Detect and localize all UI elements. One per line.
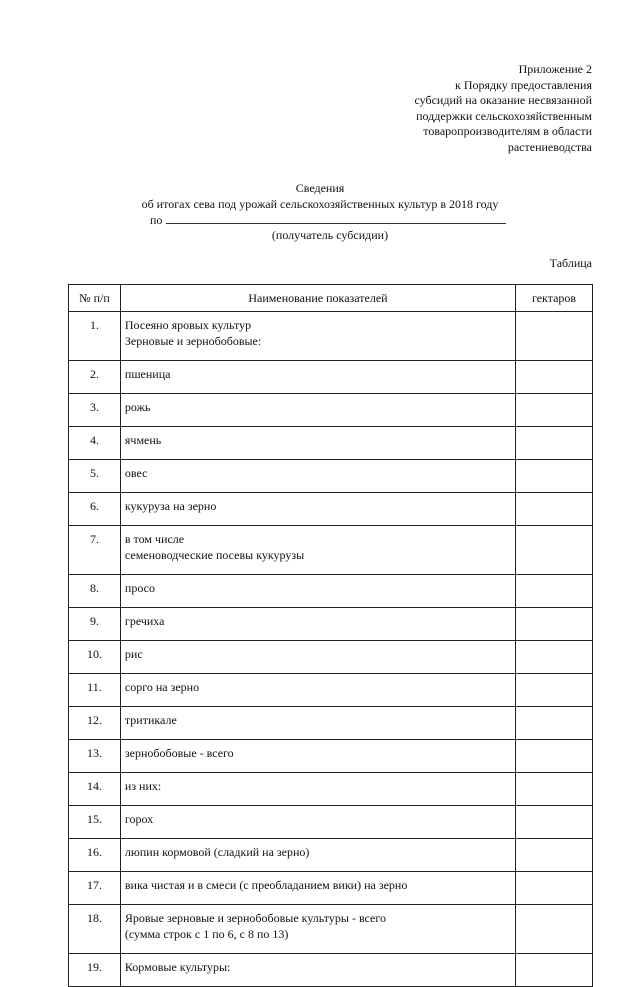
recipient-prefix: по (150, 213, 163, 227)
row-name-line: Яровые зерновые и зернобобовые культуры - всего (124, 911, 386, 925)
row-name-line: (сумма строк с 1 по 6, с 8 по 13) (124, 926, 289, 941)
row-number: 6. (69, 493, 121, 526)
row-name-line: рис (124, 647, 143, 661)
row-name-line: Посеяно яровых культур (124, 318, 252, 332)
recipient-blank (166, 212, 506, 224)
row-number: 9. (69, 608, 121, 641)
row-name (120, 954, 515, 987)
hectares-cell (516, 460, 593, 493)
row-name (120, 740, 515, 773)
table-row (69, 493, 593, 526)
row-name (120, 707, 515, 740)
row-name (120, 394, 515, 427)
row-name-line: люпин кормовой (сладкий на зерно) (124, 845, 310, 859)
row-number: 5. (69, 460, 121, 493)
row-name (120, 460, 515, 493)
hectares-cell (516, 806, 593, 839)
row-name (120, 526, 515, 575)
hectares-cell (516, 641, 593, 674)
appendix-line: товаропроизводителям в области (423, 124, 592, 138)
row-name-line: Зерновые и зернобобовые: (124, 333, 262, 348)
row-number: 12. (69, 707, 121, 740)
hectares-cell (516, 872, 593, 905)
row-number: 14. (69, 773, 121, 806)
row-name-line: пшеница (124, 367, 171, 381)
header-indicator: Наименование показателей (120, 285, 515, 312)
table-row (69, 526, 593, 575)
row-name-line: вика чистая и в смеси (с преобладанием вики) на зерно (124, 878, 408, 892)
hectares-cell (516, 575, 593, 608)
row-name-line: сорго на зерно (124, 680, 200, 694)
hectares-cell (516, 773, 593, 806)
row-number: 2. (69, 361, 121, 394)
row-name-line: просо (124, 581, 155, 595)
hectares-cell (516, 394, 593, 427)
crop-sowing-table (68, 284, 593, 987)
recipient-line (0, 212, 640, 228)
row-number: 10. (69, 641, 121, 674)
row-name-line: семеноводческие посевы кукурузы (124, 547, 305, 562)
header-hectares: гектаров (516, 285, 593, 312)
hectares-cell (516, 839, 593, 872)
table-row (69, 394, 593, 427)
row-number: 18. (69, 905, 121, 954)
row-name (120, 905, 515, 954)
table-row (69, 312, 593, 361)
row-number: 1. (69, 312, 121, 361)
row-name (120, 872, 515, 905)
table-caption: Таблица (549, 256, 592, 270)
table-row (69, 806, 593, 839)
row-name-line: овес (124, 466, 148, 480)
table-row (69, 905, 593, 954)
hectares-cell (516, 312, 593, 361)
row-name (120, 839, 515, 872)
row-number: 16. (69, 839, 121, 872)
table-row (69, 575, 593, 608)
appendix-line: к Порядку предоставления (454, 77, 592, 92)
row-name (120, 674, 515, 707)
hectares-cell (516, 493, 593, 526)
row-name-line: из них: (124, 779, 162, 793)
table-row (69, 773, 593, 806)
appendix-line: Приложение 2 (518, 62, 592, 76)
table-row (69, 460, 593, 493)
document-title: Сведения (295, 181, 345, 195)
row-number: 8. (69, 575, 121, 608)
row-name (120, 493, 515, 526)
table-row (69, 872, 593, 905)
row-number: 17. (69, 872, 121, 905)
appendix-block (414, 62, 592, 155)
hectares-cell (516, 740, 593, 773)
appendix-line: субсидий на оказание несвязанной (414, 93, 592, 107)
row-name-line: горох (124, 812, 154, 826)
table-row (69, 674, 593, 707)
table-row (69, 707, 593, 740)
row-name-line: Кормовые культуры: (124, 960, 231, 974)
table-row (69, 740, 593, 773)
row-number: 11. (69, 674, 121, 707)
row-name (120, 773, 515, 806)
row-name (120, 575, 515, 608)
row-name-line: гречиха (124, 614, 165, 628)
document-subject: об итогах сева под урожай сельскохозяйственных культур в 2018 году (141, 196, 499, 211)
row-name-line: тритикале (124, 713, 177, 727)
row-name (120, 361, 515, 394)
hectares-cell (516, 526, 593, 575)
table-row (69, 608, 593, 641)
hectares-cell (516, 954, 593, 987)
row-name-line: ячмень (124, 433, 162, 447)
document-heading (0, 181, 640, 243)
row-number: 15. (69, 806, 121, 839)
row-name-line: рожь (124, 400, 151, 414)
hectares-cell (516, 707, 593, 740)
row-number: 3. (69, 394, 121, 427)
row-name (120, 641, 515, 674)
hectares-cell (516, 608, 593, 641)
row-name-line: кукуруза на зерно (124, 499, 217, 513)
appendix-line: растениеводства (507, 139, 592, 154)
row-name (120, 427, 515, 460)
recipient-caption: (получатель субсидии) (271, 227, 389, 242)
row-name (120, 806, 515, 839)
appendix-line: поддержки сельскохозяйственным (416, 108, 592, 123)
hectares-cell (516, 361, 593, 394)
header-number: № п/п (69, 285, 121, 312)
table-row (69, 427, 593, 460)
hectares-cell (516, 427, 593, 460)
row-number: 13. (69, 740, 121, 773)
table-row (69, 954, 593, 987)
row-name-line: зернобобовые - всего (124, 746, 234, 760)
table-row (69, 361, 593, 394)
table-row (69, 839, 593, 872)
row-number: 7. (69, 526, 121, 575)
hectares-cell (516, 905, 593, 954)
row-number: 19. (69, 954, 121, 987)
hectares-cell (516, 674, 593, 707)
row-name-line: в том числе (124, 532, 185, 546)
row-number: 4. (69, 427, 121, 460)
row-name (120, 312, 515, 361)
row-name (120, 608, 515, 641)
table-row (69, 641, 593, 674)
